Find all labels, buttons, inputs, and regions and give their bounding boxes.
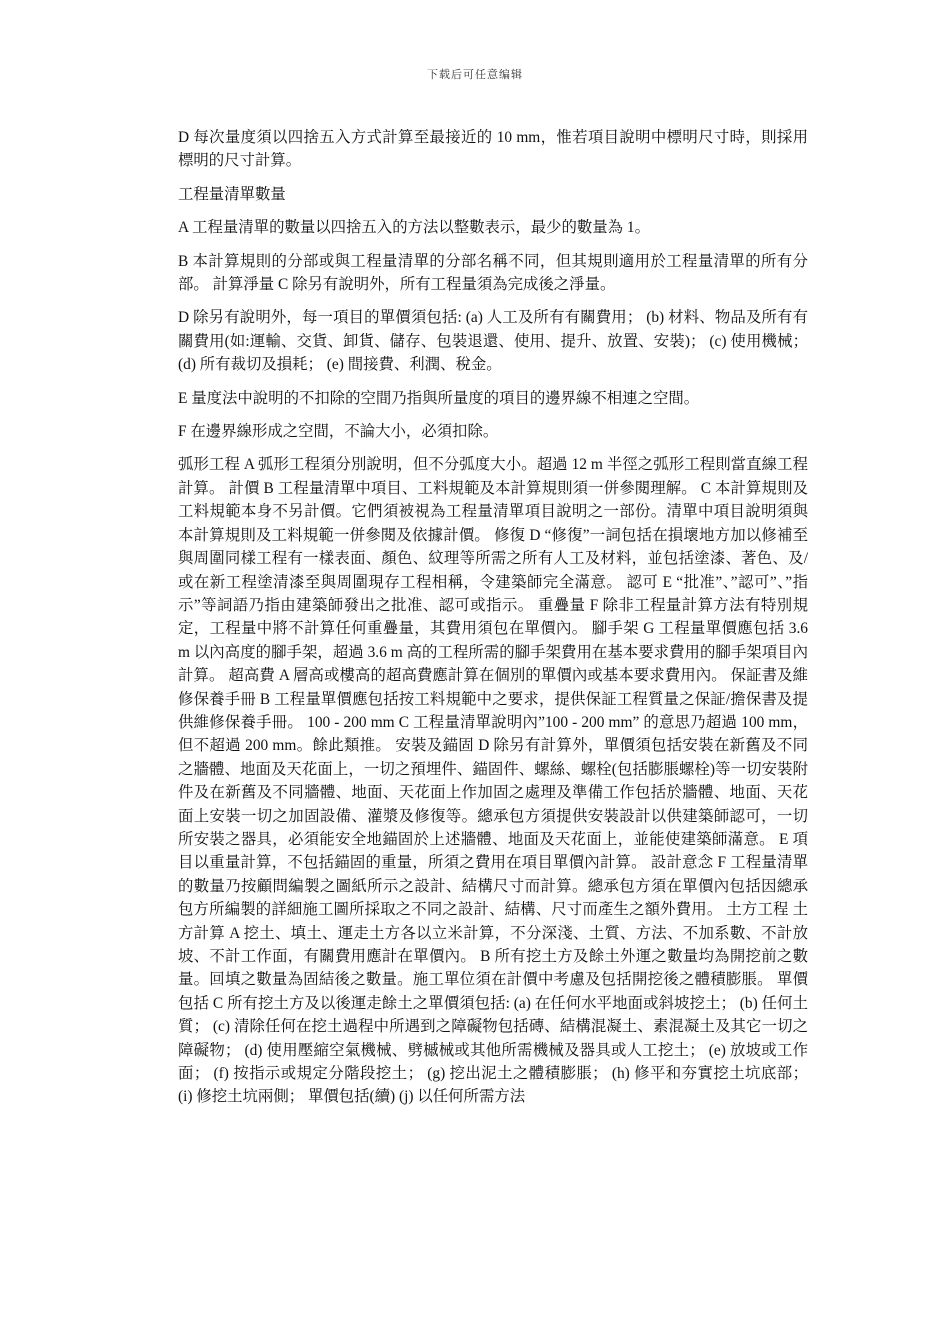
paragraph-rounding-rule: D 每次量度須以四捨五入方式計算至最接近的 10 mm，惟若項目說明中標明尺寸時，則採用標明的尺寸計算。 bbox=[178, 129, 808, 170]
paragraph-space-f: F 在邊界線形成之空間，不論大小，必須扣除。 bbox=[178, 423, 499, 441]
section-heading-quantities: 工程量清單數量 bbox=[178, 185, 286, 203]
page-header: 下载后可任意编辑 bbox=[427, 69, 523, 81]
paragraph-unit-price-d: D 除另有說明外，每一項目的單價須包括: (a) 人工及所有有關費用； (b) 材料、物品及所有有關費用(如:運輸、交貨、卸貨、儲存、包裝退還、使用、提升、放置、安裝)； (c) 使用機械； (d) 所有裁切及損耗； (e) 間接費、利潤、稅金。 bbox=[178, 309, 808, 374]
paragraph-space-e: E 量度法中說明的不扣除的空間乃指與所量度的項目的邊界線不相連之空間。 bbox=[178, 389, 700, 407]
paragraph-general-rules: 弧形工程 A 弧形工程須分別說明，但不分弧度大小。超過 12 m 半徑之弧形工程則當直線工程計算。 計價 B 工程量清單中項目、工料規範及本計算規則須一併參閱理解。 C 本計算規則及工料規範本身不另計價。它們須被視為工程量清單項目說明之一部份。清單中項目說明須與本計算規則及工料規範一併參閱及依據計價。 修復 D “修復”一詞包括在損壞地方加以修補至與周圍同樣工程有一樣表面、顏色、紋理等所需之所有人工及材料，並包括塗漆、著色、及/或在新工程塗清漆至與周圍現存工程相稱，令建築師完全滿意。 認可 E “批准”、”認可”、”指示”等詞語乃指由建築師發出之批准、認可或指示。 重疊量 F 除非工程量計算方法有特別規定，工程量中將不計算任何重疊量，其費用須包在單價內。 腳手架 G 工程量單價應包括 3.6 m 以內高度的腳手架，超過 3.6 m 高的工程所需的腳手架費用在基本要求費用的腳手架項目內計算。 超高費 A 層高或樓高的超高費應計算在個別的單價內或基本要求費用內。 保証書及維修保養手冊 B 工程量單價應包括按工料規範中之要求，提供保証工程質量之保証/擔保書及提供維修保養手冊。 100 - 200 mm C 工程量清單說明內”100 - 200 mm” 的意思乃超過 100 mm，但不超過 200 mm。餘此類推。 安裝及錨固 D 除另有計算外，單價須包括安裝在新舊及不同之牆體、地面及天花面上，一切之預埋件、錨固件、螺絲、螺栓(包括膨脹螺栓)等一切安裝附件及在新舊及不同牆體、地面、天花面上作加固之處理及準備工作包括於牆體、地面、天花面上安裝一切之加固設備、灌漿及修復等。總承包方須提供安裝設計以供建築師認可，一切所安裝之器具，必須能安全地錨固於上述牆體、地面及天花面上，並能使建築師滿意。 E 項目以重量計算，不包括錨固的重量，所須之費用在項目單價內計算。 設計意念 F 工程量清單的數量乃按顧問編製之圖紙所示之設計、結構尺寸而計算。總承包方須在單價內包括因總承包方所編製的詳細施工圖所採取之不同之設計、結構、尺寸而產生之額外費用。 土方工程 土方計算 A 挖土、填土、運走土方各以立米計算，不分深淺、土質、方法、不加系數、不計放坡、不計工作面，有關費用應計在單價內。 B 所有挖土方及餘土外運之數量均為開挖前之數量。回填之數量為固結後之數量。施工單位須在計價中考慮及包括開挖後之體積膨脹。 單價包括 C 所有挖土方及以後運走餘土之單價須包括: (a) 在任何水平地面或斜坡挖土； (b) 任何土質； (c) 清除任何在挖土過程中所遇到之障礙物包括磚、結構混凝土、素混凝土及其它一切之障礙物； (d) 使用壓縮空氣機械、劈槭械或其他所需機械及器具或人工挖土； (e) 放坡或工作面； (f) 按指示或規定分階段挖土； (g) 挖出泥土之體積膨脹； (h) 修平和夯實挖土坑底部； (i) 修挖土坑兩側； 單價包括(續) (j) 以任何所需方法 bbox=[178, 456, 808, 1106]
paragraph-quantity-a: A 工程量清單的數量以四捨五入的方法以整數表示，最少的數量為 1。 bbox=[178, 219, 650, 237]
document-body bbox=[178, 126, 808, 1119]
paragraph-quantity-b: B 本計算規則的分部或與工程量清單的分部名稱不同，但其規則適用於工程量清單的所有分部。 計算淨量 C 除另有說明外，所有工程量須為完成後之淨量。 bbox=[178, 252, 808, 294]
